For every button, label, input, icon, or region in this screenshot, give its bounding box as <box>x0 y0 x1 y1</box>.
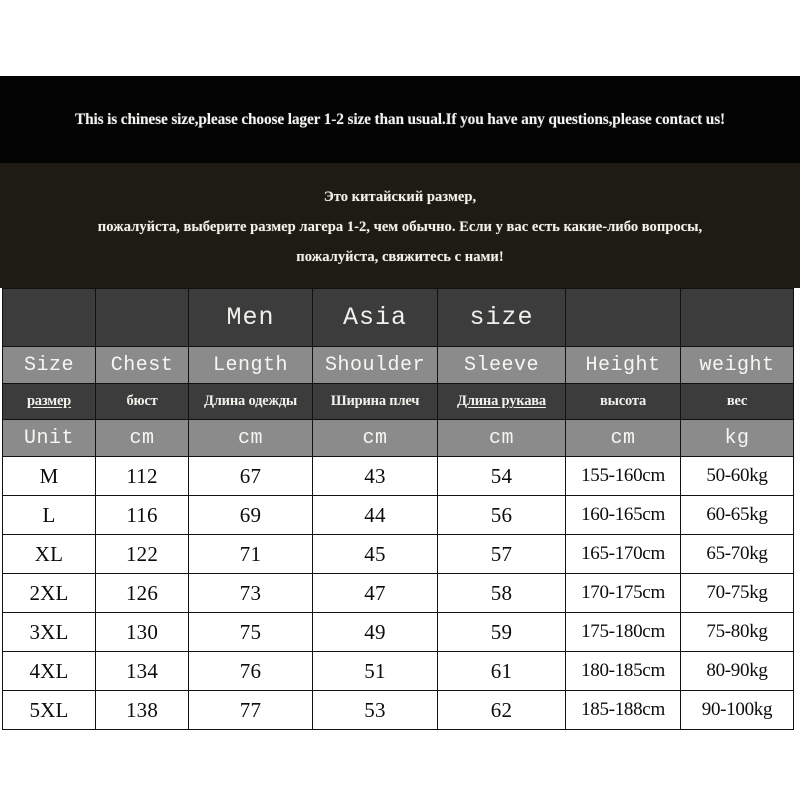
english-notice-banner <box>0 76 800 163</box>
header-ru-size-label: размер <box>26 393 72 409</box>
cell-height: 185-188cm <box>566 691 681 730</box>
cell-size: M <box>3 457 96 496</box>
cell-height: 175-180cm <box>566 613 681 652</box>
header-row-english <box>3 347 794 384</box>
unit-sleeve: cm <box>438 420 566 457</box>
cell-height: 160-165cm <box>566 496 681 535</box>
unit-chest: cm <box>96 420 189 457</box>
table-row <box>3 691 794 730</box>
header-en-height: Height <box>566 347 681 384</box>
cell-size: 4XL <box>3 652 96 691</box>
cell-chest: 138 <box>96 691 189 730</box>
cell-length: 75 <box>189 613 313 652</box>
cell-chest: 122 <box>96 535 189 574</box>
header-en-weight: weight <box>681 347 794 384</box>
header-ru-sleeve <box>438 384 566 420</box>
table-row <box>3 496 794 535</box>
cell-sleeve: 61 <box>438 652 566 691</box>
unit-height: cm <box>566 420 681 457</box>
cell-shoulder: 47 <box>313 574 438 613</box>
cell-sleeve: 56 <box>438 496 566 535</box>
cell-chest: 116 <box>96 496 189 535</box>
cell-weight: 80-90kg <box>681 652 794 691</box>
cell-sleeve: 58 <box>438 574 566 613</box>
header-ru-shoulder: Ширина плеч <box>313 384 438 420</box>
cell-size: 2XL <box>3 574 96 613</box>
cell-height: 170-175cm <box>566 574 681 613</box>
english-notice-text: This is chinese size,please choose lager 1-2 size than usual.If you have any questions,please contact us! <box>74 110 726 128</box>
cell-size: 3XL <box>3 613 96 652</box>
cell-length: 77 <box>189 691 313 730</box>
unit-label: Unit <box>3 420 96 457</box>
cell-weight: 90-100kg <box>681 691 794 730</box>
cell-weight: 65-70kg <box>681 535 794 574</box>
russian-notice-line-2: пожалуйста, выберите размер лагера 1-2, чем обычно. Если у вас есть какие-либо вопросы, <box>97 218 703 235</box>
cell-height: 155-160cm <box>566 457 681 496</box>
cell-length: 71 <box>189 535 313 574</box>
cell-length: 69 <box>189 496 313 535</box>
title-cell-men: Men <box>189 289 313 347</box>
cell-height: 180-185cm <box>566 652 681 691</box>
cell-weight: 75-80kg <box>681 613 794 652</box>
cell-weight: 60-65kg <box>681 496 794 535</box>
header-en-length: Length <box>189 347 313 384</box>
cell-shoulder: 53 <box>313 691 438 730</box>
unit-length: cm <box>189 420 313 457</box>
cell-sleeve: 57 <box>438 535 566 574</box>
header-ru-chest: бюст <box>96 384 189 420</box>
table-row <box>3 535 794 574</box>
cell-sleeve: 59 <box>438 613 566 652</box>
cell-length: 73 <box>189 574 313 613</box>
unit-weight: kg <box>681 420 794 457</box>
table-row <box>3 457 794 496</box>
title-cell-6 <box>681 289 794 347</box>
cell-chest: 126 <box>96 574 189 613</box>
header-ru-sleeve-label: Длина рукава <box>457 393 546 409</box>
title-cell-5 <box>566 289 681 347</box>
table-row <box>3 652 794 691</box>
russian-notice-line-3: пожалуйста, свяжитесь с нами! <box>296 248 504 265</box>
size-table-container <box>2 288 793 730</box>
cell-height: 165-170cm <box>566 535 681 574</box>
cell-weight: 50-60kg <box>681 457 794 496</box>
header-ru-length: Длина одежды <box>189 384 313 420</box>
header-ru-height: высота <box>566 384 681 420</box>
header-en-shoulder: Shoulder <box>313 347 438 384</box>
cell-sleeve: 54 <box>438 457 566 496</box>
title-cell-0 <box>3 289 96 347</box>
cell-weight: 70-75kg <box>681 574 794 613</box>
header-en-size: Size <box>3 347 96 384</box>
cell-shoulder: 43 <box>313 457 438 496</box>
cell-size: XL <box>3 535 96 574</box>
cell-chest: 134 <box>96 652 189 691</box>
cell-length: 67 <box>189 457 313 496</box>
cell-size: 5XL <box>3 691 96 730</box>
cell-chest: 112 <box>96 457 189 496</box>
title-cell-1 <box>96 289 189 347</box>
cell-chest: 130 <box>96 613 189 652</box>
size-table <box>2 288 794 730</box>
header-en-sleeve: Sleeve <box>438 347 566 384</box>
cell-sleeve: 62 <box>438 691 566 730</box>
title-cell-size: size <box>438 289 566 347</box>
table-title-row <box>3 289 794 347</box>
cell-size: L <box>3 496 96 535</box>
header-en-chest: Chest <box>96 347 189 384</box>
header-ru-weight: вес <box>681 384 794 420</box>
cell-shoulder: 45 <box>313 535 438 574</box>
cell-shoulder: 51 <box>313 652 438 691</box>
table-row <box>3 613 794 652</box>
cell-shoulder: 49 <box>313 613 438 652</box>
cell-length: 76 <box>189 652 313 691</box>
russian-notice-line-1: Это китайский размер, <box>323 188 477 205</box>
russian-notice-banner <box>0 163 800 288</box>
unit-row <box>3 420 794 457</box>
unit-shoulder: cm <box>313 420 438 457</box>
cell-shoulder: 44 <box>313 496 438 535</box>
header-row-russian <box>3 384 794 420</box>
header-ru-size <box>3 384 96 420</box>
title-cell-asia: Asia <box>313 289 438 347</box>
table-row <box>3 574 794 613</box>
